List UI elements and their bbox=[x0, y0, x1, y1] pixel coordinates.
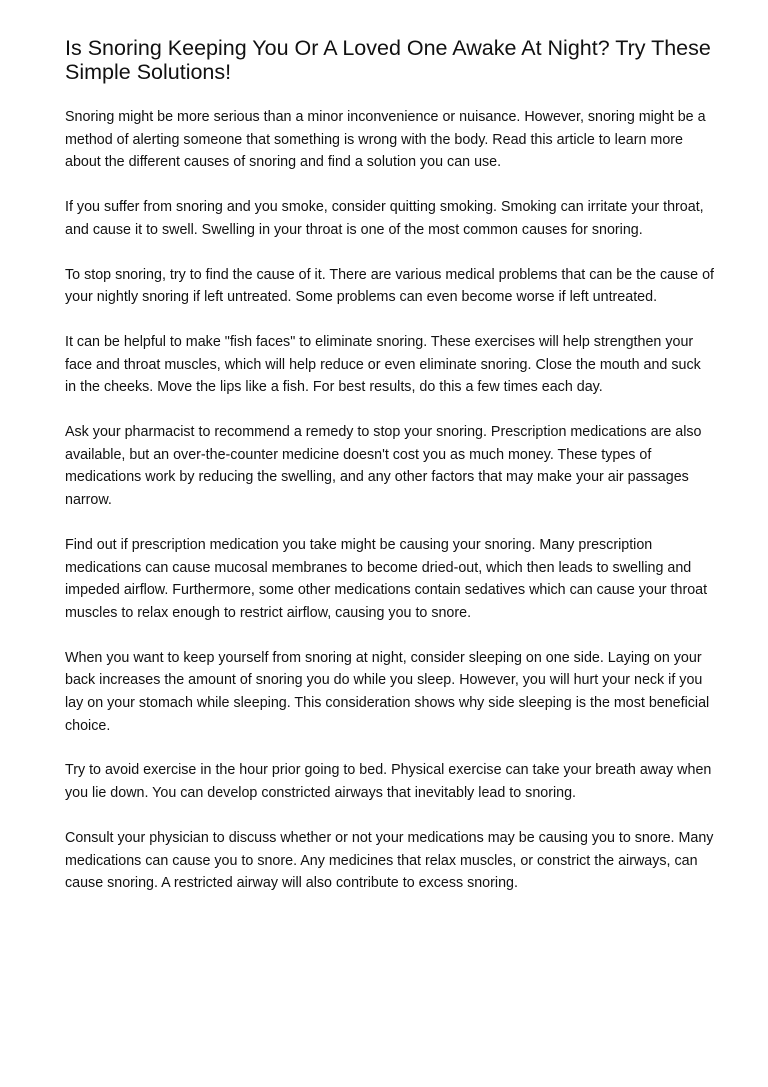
paragraph-9: Consult your physician to discuss whether or not your medications may be causing you to snore. Many medications can cause you to snore. Any medicines that relax muscles, or constrict the airways, can cause snoring. A restricted airway will also contribute to excess snoring. bbox=[65, 829, 714, 892]
paragraph-2: If you suffer from snoring and you smoke, consider quitting smoking. Smoking can irritate your throat, and cause it to swell. Swelling in your throat is one of the most common causes for snoring. bbox=[65, 199, 704, 238]
paragraph-4: It can be helpful to make "fish faces" to eliminate snoring. These exercises will help strengthen your face and throat muscles, which will help reduce or even eliminate snoring. Close the mouth and suck in the cheeks. Move the lips like a fish. For best results, do this a few times each day. bbox=[65, 333, 701, 396]
paragraph-1: Snoring might be more serious than a minor inconvenience or nuisance. However, snoring might be a method of alerting someone that something is wrong with the body. Read this article to learn more about the different causes of snoring and find a solution you can use. bbox=[65, 109, 706, 171]
paragraph-8: Try to avoid exercise in the hour prior going to bed. Physical exercise can take your breath away when you lie down. You can develop constricted airways that inevitably lead to snoring. bbox=[65, 762, 712, 802]
paragraph-3: To stop snoring, try to find the cause of it. There are various medical problems that can be the cause of your nightly snoring if left untreated. Some problems can even become worse if left untreated. bbox=[65, 266, 715, 306]
paragraph-5: Ask your pharmacist to recommend a remedy to stop your snoring. Prescription medications are also available, but an over-the-counter medicine doesn't cost you as much money. These types of medications work by reducing the swelling, and any other factors that may make your air passages narrow. bbox=[65, 424, 702, 509]
paragraph-7: When you want to keep yourself from snoring at night, consider sleeping on one side. Laying on your back increases the amount of snoring you do while you sleep. However, you will hurt your neck if you lay on your stomach while sleeping. This consideration shows why side sleeping is the most beneficial choice. bbox=[65, 649, 710, 734]
article-title: Is Snoring Keeping You Or A Loved One Awake At Night? Try These Simple Solutions! bbox=[65, 36, 711, 84]
article-body bbox=[65, 106, 715, 917]
paragraph-6: Find out if prescription medication you take might be causing your snoring. Many prescription medications can cause mucosal membranes to become dried-out, which then leads to swelling and impeded airflow. Furthermore, some other medications contain sedatives which can cause your throat muscles to relax enough to restrict airflow, causing you to snore. bbox=[65, 536, 708, 621]
